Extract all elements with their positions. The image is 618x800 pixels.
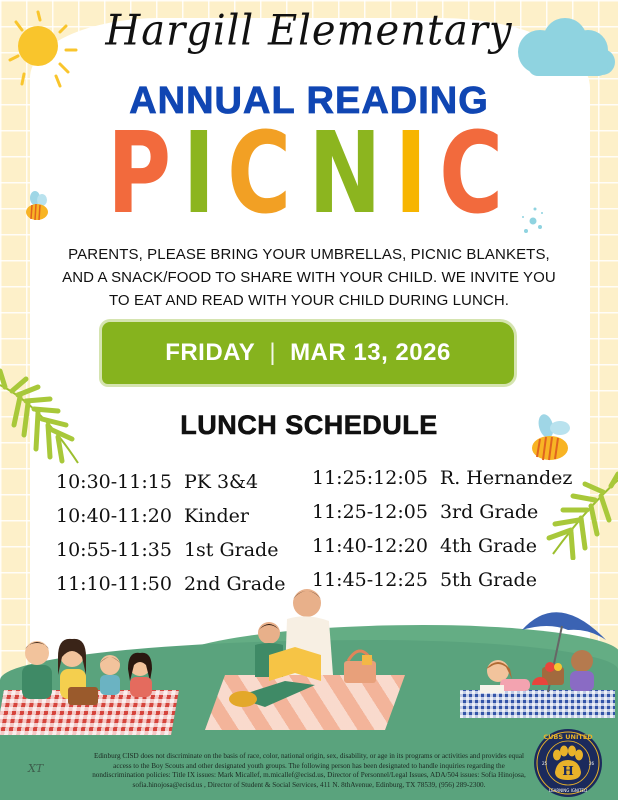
parent-reading-illustration — [225, 585, 355, 710]
schedule-right-column — [312, 461, 572, 597]
svg-text:LEARNING IGNITED: LEARNING IGNITED — [548, 788, 588, 793]
intro-line-3: TO EAT AND READ WITH YOUR CHILD DURING LUNCH. — [108, 292, 510, 309]
bee-icon — [528, 412, 580, 464]
svg-text:CUBS UNITED: CUBS UNITED — [543, 733, 593, 741]
lunch-time: 11:25:12:05 — [312, 467, 428, 489]
event-subtitle: ANNUAL READING — [129, 80, 489, 122]
event-date: MAR 13, 2026 — [290, 339, 451, 366]
lunch-group: Kinder — [183, 505, 249, 527]
intro-message — [0, 243, 618, 312]
schedule-heading: LUNCH SCHEDULE — [180, 410, 438, 440]
cubs-united-logo — [533, 728, 603, 798]
schedule-row — [312, 529, 572, 563]
palm-leaf-decoration — [545, 470, 618, 560]
lunch-time: 10:30-11:15 — [56, 471, 172, 493]
school-name: Hargill Elementary — [105, 6, 513, 56]
sparkle-dots-decoration — [520, 205, 550, 240]
lunch-group: 3rd Grade — [439, 501, 539, 523]
schedule-row — [56, 499, 285, 533]
lunch-group: 2nd Grade — [183, 573, 286, 595]
svg-text:H: H — [562, 764, 574, 778]
nondiscrimination-notice — [70, 752, 548, 790]
schedule-left-column — [56, 465, 285, 601]
title-letter-c: C — [227, 109, 300, 239]
title-letter-p: P — [107, 109, 180, 239]
lunch-group: 1st Grade — [183, 539, 279, 561]
lunch-group: 4th Grade — [439, 535, 537, 557]
title-letter-i-2: I — [394, 109, 435, 239]
notice-line-1: Edinburg CISD does not discriminate on the basis of race, color, national origin, sex, disability, or age in its programs or activities and provides equal — [93, 752, 525, 760]
lunch-time: 11:10-11:50 — [56, 573, 172, 595]
notice-line-2: access to the Boy Scouts and other designated youth groups. The following person has been designated to handle inquiries regarding the — [113, 761, 505, 770]
family-picnic-illustration — [10, 635, 160, 705]
lunch-time: 11:25-12:05 — [312, 501, 428, 523]
schedule-row — [56, 465, 285, 499]
title-letter-n: N — [308, 109, 390, 239]
event-day: FRIDAY — [165, 339, 256, 366]
bee-icon — [22, 190, 52, 222]
artist-signature: XT — [28, 762, 44, 775]
notice-line-4: sofia.hinojosa@ecisd.us , Director of Student & Social Services, 411 N. 8thAvenue, Edinburg, TX 78539, (956) 289-2300. — [132, 780, 486, 789]
lunch-group: PK 3&4 — [183, 471, 259, 493]
notice-line-3: nondiscrimination policies: Title IX issues: Mark Micallef, m.micallef@ecisd.us, Director of Personnel/Legal Issues, ADA/504 issues: Sofia Hinojosa, — [92, 771, 526, 780]
title-letter-i: I — [182, 109, 224, 239]
schedule-row — [312, 461, 572, 495]
title-letter-c-2: C — [438, 109, 511, 239]
lunch-group: 5th Grade — [439, 569, 537, 591]
lunch-time: 11:45-12:25 — [312, 569, 428, 591]
lunch-time: 10:40-11:20 — [56, 505, 172, 527]
schedule-row — [312, 495, 572, 529]
svg-text:25: 25 — [542, 761, 548, 766]
lunch-time: 10:55-11:35 — [56, 539, 172, 561]
lunch-time: 11:40-12:20 — [312, 535, 428, 557]
svg-text:26: 26 — [589, 761, 595, 766]
lunch-group: R. Hernandez — [439, 467, 573, 489]
date-banner — [102, 322, 514, 384]
kids-picnic-illustration — [470, 645, 610, 700]
picnic-basket-illustration — [340, 645, 380, 685]
intro-line-2: AND A SNACK/FOOD TO SHARE WITH YOUR CHILD. WE INVITE YOU — [62, 269, 556, 286]
schedule-row — [56, 533, 285, 567]
intro-line-1: PARENTS, PLEASE BRING YOUR UMBRELLAS, PICNIC BLANKETS, — [68, 246, 550, 263]
date-separator: | — [269, 339, 277, 366]
